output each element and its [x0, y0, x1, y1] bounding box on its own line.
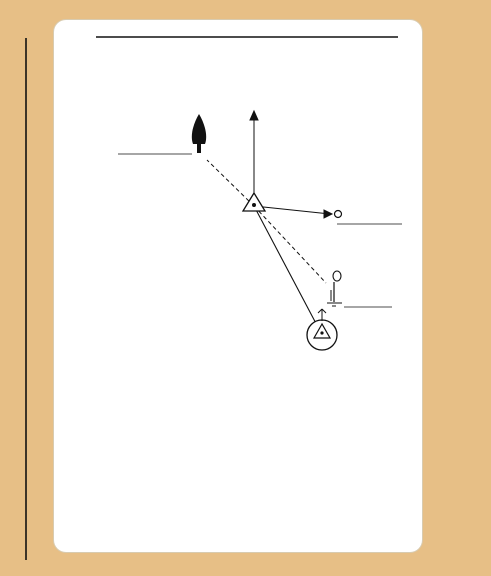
pole-marker-icon	[335, 211, 342, 218]
direction-lines	[207, 111, 332, 331]
label-underlines	[118, 154, 402, 307]
ksp-marker	[243, 193, 265, 211]
tree-icon	[192, 114, 206, 153]
scale-ruler	[26, 37, 398, 560]
chimney-icon	[327, 271, 342, 306]
